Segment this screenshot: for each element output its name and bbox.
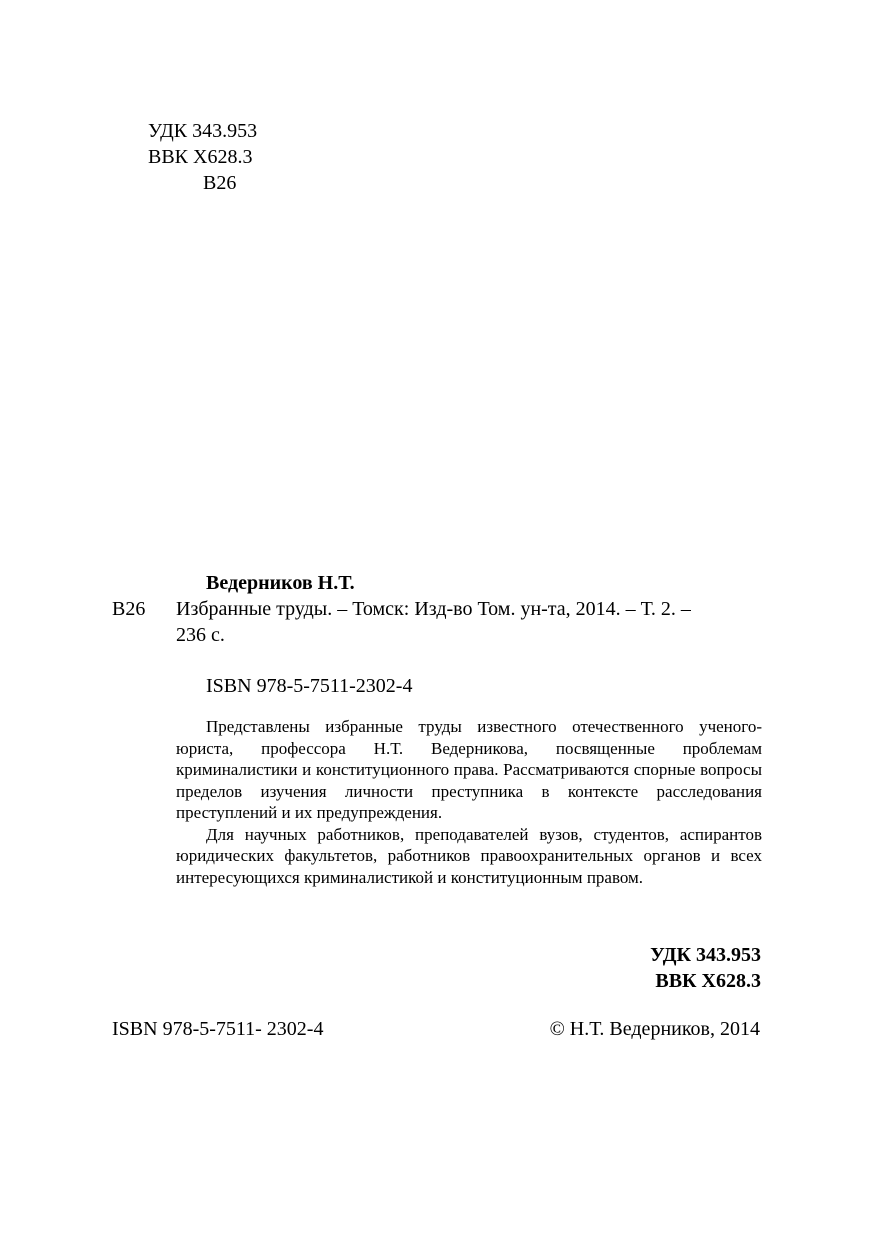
isbn-footer: ISBN 978-5-7511- 2302-4 [112, 1018, 324, 1040]
footer-classification-codes [650, 942, 761, 994]
udk-code: УДК 343.953 [148, 120, 258, 142]
bibliographic-code: В26 [112, 598, 146, 620]
footer-bbk-code: ВВК Х628.3 [655, 970, 761, 992]
classification-codes [148, 118, 257, 196]
author-name: Ведерников Н.Т. [206, 572, 355, 594]
bbk-code: ВВК Х628.3 [148, 146, 253, 168]
abstract-paragraph-1: Представлены избранные труды известного отечественного ученого-юриста, профессора Н.Т. Ведерникова, посвященные проблемам криминалистики и конституционного права. Рассматриваются спорные вопросы пределов изучения личности преступника в контексте расследования преступлений и их предупреждения. [176, 717, 762, 822]
book-title-line: Избранные труды. – Томск: Изд-во Том. ун-та, 2014. – Т. 2. – [176, 598, 691, 620]
author-mark: В26 [203, 172, 237, 194]
page-count: 236 с. [176, 624, 225, 646]
isbn-main: ISBN 978-5-7511-2302-4 [206, 675, 413, 697]
footer-udk-code: УДК 343.953 [650, 944, 761, 966]
copyright-notice: © Н.Т. Ведерников, 2014 [549, 1018, 760, 1040]
abstract [176, 716, 762, 888]
abstract-paragraph-2: Для научных работников, преподавателей вузов, студентов, аспирантов юридических факультетов, работников правоохранительных органов и всех интересующихся криминалистикой и конституционным правом. [176, 824, 762, 887]
